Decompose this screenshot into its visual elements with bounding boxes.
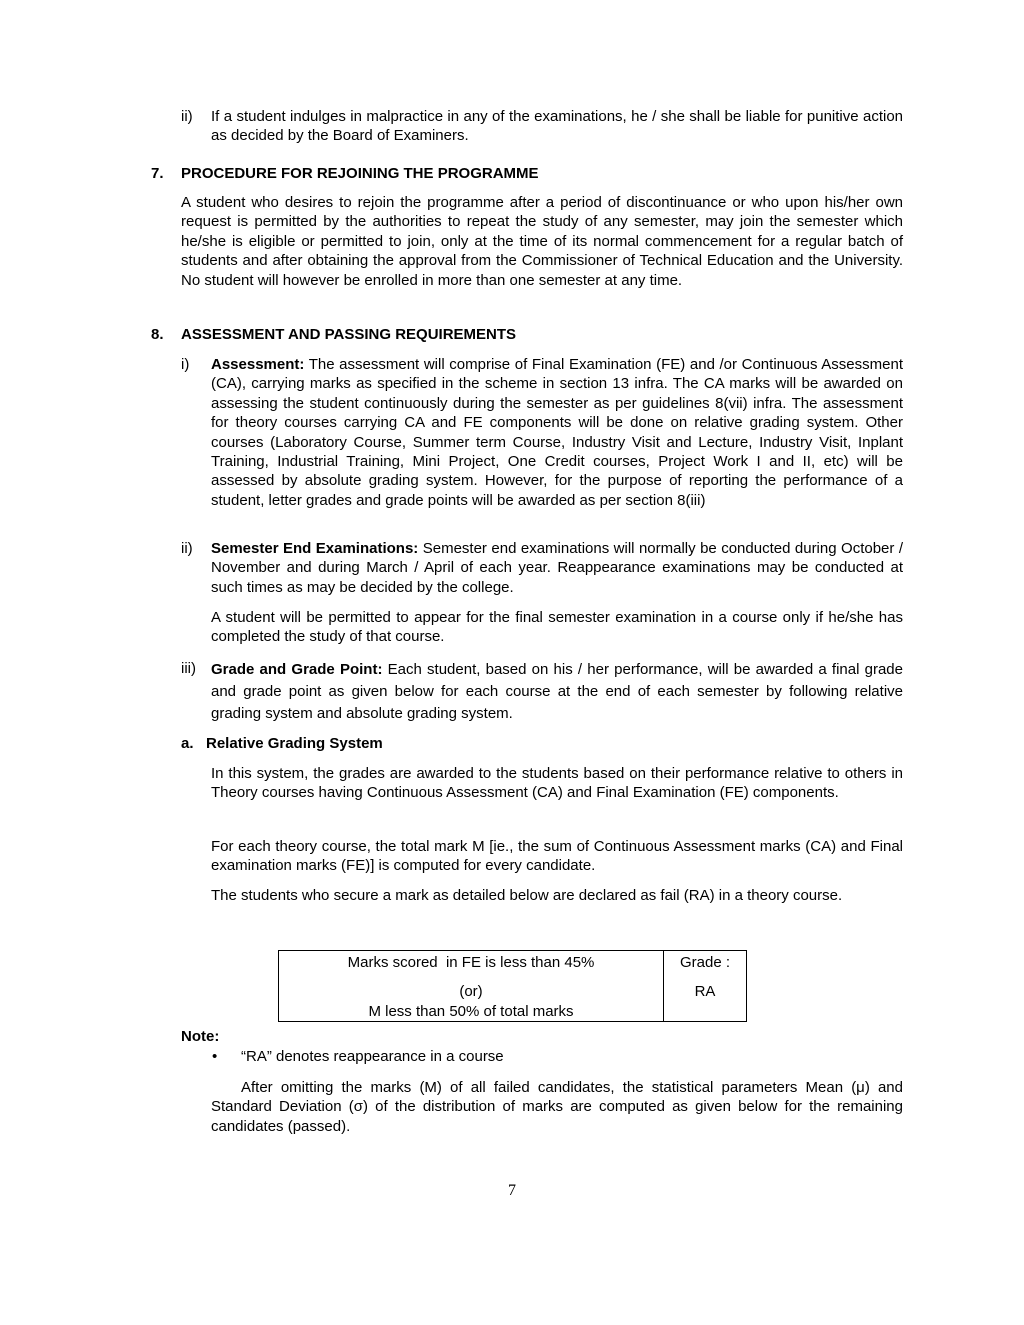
assessment-paragraph (211, 355, 903, 510)
grade-text: Each student, based on his / her performance, will be awarded a final grade and grade point as given below for each course at the end of each semester by following relative grading system and absolute grading system. (211, 661, 903, 722)
section-number: 8. (151, 326, 164, 343)
exams-paragraph (211, 539, 903, 597)
rejoining-paragraph: A student who desires to rejoin the programme after a period of discontinuance or who upon his/her own request is permitted by the authorities to repeat the study of any semester, may join the semester which he/she is eligible or permitted to join, only at the time of its normal commencement for a regular batch of students and after obtaining the approval from the Commissioner of Technical Education and the University. No student will however be enrolled in more than one semester at any time. (181, 194, 903, 289)
table-row (279, 951, 747, 1022)
final-exam-paragraph: A student will be permitted to appear for the final semester examination in a course only if he/she has completed the study of that course. (211, 609, 903, 646)
note-bullet-text: “RA” denotes reappearance in a course (241, 1048, 504, 1065)
exams-text: Semester end examinations will normally be conducted during October / November and during March / April of each year. Reappearance examinations may be conducted at such times as may be decided by the college. (211, 540, 903, 596)
page-number: 7 (508, 1182, 516, 1199)
malpractice-paragraph: If a student indulges in malpractice in any of the examinations, he / she shall be liable for punitive action as decided by the Board of Examiners. (211, 108, 903, 145)
relative-paragraph-2: For each theory course, the total mark M [ie., the sum of Continuous Assessment marks (CA) and Final examination marks (FE)] is computed for every candidate. (211, 838, 903, 875)
grade-paragraph (211, 659, 903, 725)
assessment-text: The assessment will comprise of Final Examination (FE) and /or Continuous Assessment (CA), carrying marks as specified in the scheme in section 13 infra. The CA marks will be awarded on assessing the student continuously during the semester as per guidelines 8(vii) infra. The assessment for theory courses carrying CA and FE components will be done on relative grading system. Other courses (Laboratory Course, Summer term Course, Industry Visit and Lecture, Industry Visit, Inplant Training, Industrial Training, Mini Project, One Credit courses, Project Work I and II, etc) will be assessed by absolute grading system. However, for the purpose of reporting the performance of a student, letter grades and grade points will be awarded as per section 8(iii) (211, 356, 903, 509)
table-cell-text: M less than 50% of total marks (368, 1002, 574, 1020)
item-number: ii) (181, 540, 193, 557)
note-paragraph: After omitting the marks (M) of all failed candidates, the statistical parameters Mean (μ) and Standard Deviation (σ) of the distribution of marks are computed as given below for the remaining candidates (passed). (211, 1079, 903, 1135)
item-number: iii) (181, 660, 196, 677)
section-heading: PROCEDURE FOR REJOINING THE PROGRAMME (181, 165, 539, 182)
relative-paragraph-1: In this system, the grades are awarded to the students based on their performance relative to others in Theory courses having Continuous Assessment (CA) and Final Examination (FE) components. (211, 765, 903, 802)
subsection-heading: a. Relative Grading System (181, 735, 383, 752)
section-number: 7. (151, 165, 164, 182)
exams-label: Semester End Examinations: (211, 540, 419, 557)
table-cell-text: Marks scored in FE is less than 45% (347, 954, 595, 971)
relative-paragraph-3: The students who secure a mark as detailed below are declared as fail (RA) in a theory course. (211, 887, 843, 904)
table-cell-text: RA (694, 983, 716, 1001)
item-number: i) (181, 356, 190, 373)
bullet-icon: • (212, 1048, 218, 1065)
table-cell-text: Grade : (679, 954, 731, 971)
criteria-cell (279, 951, 664, 1022)
item-number: ii) (181, 108, 193, 125)
section-heading: ASSESSMENT AND PASSING REQUIREMENTS (181, 326, 517, 343)
assessment-label: Assessment: (211, 356, 305, 373)
note-label: Note: (181, 1028, 220, 1045)
grade-cell (664, 951, 747, 1022)
fail-criteria-table (278, 950, 747, 1022)
grade-label: Grade and Grade Point: (211, 661, 383, 678)
table-cell-text: (or) (459, 983, 483, 1001)
